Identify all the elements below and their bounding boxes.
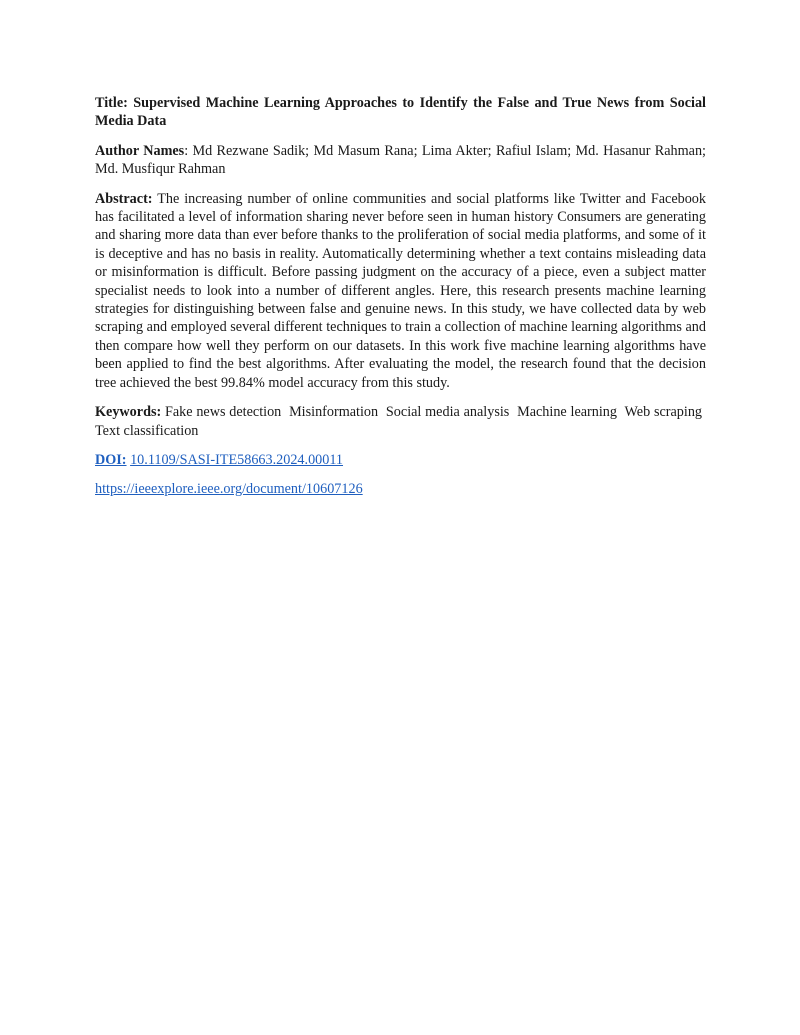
url-paragraph bbox=[95, 480, 706, 498]
doi-link[interactable]: 10.1109/SASI-ITE58663.2024.00011 bbox=[130, 451, 344, 468]
title-paragraph bbox=[95, 94, 706, 131]
doi-label[interactable]: DOI: bbox=[95, 451, 127, 468]
keyword-item: Web scraping bbox=[624, 404, 703, 421]
abstract-paragraph bbox=[95, 190, 706, 392]
keyword-item: Misinformation bbox=[289, 404, 379, 421]
paper-title: Supervised Machine Learning Approaches to Identify the False and True News from Social Media Data bbox=[95, 95, 706, 130]
keyword-item: Fake news detection bbox=[164, 404, 282, 421]
authors-label: Author Names bbox=[95, 142, 185, 159]
keywords-paragraph bbox=[95, 403, 706, 440]
keywords-label: Keywords: bbox=[95, 404, 162, 421]
keyword-item: Machine learning bbox=[517, 404, 617, 421]
document-page bbox=[95, 94, 706, 510]
ieee-url-link[interactable]: https://ieeexplore.ieee.org/document/10607126 bbox=[95, 481, 363, 498]
keyword-item: Social media analysis bbox=[385, 404, 510, 421]
author-names: : Md Rezwane Sadik; Md Masum Rana; Lima Akter; Rafiul Islam; Md. Hasanur Rahman; Md. Musfiqur Rahman bbox=[95, 142, 706, 178]
abstract-text: The increasing number of online communities and social platforms like Twitter and Facebook has facilitated a level of information sharing never before seen in human history Consumers are generating and sharing more data than ever before thanks to the proliferation of social media platforms, and some of it is deceptive and has no basis in reality. Automatically determining whether a text contains misleading data or misinformation is difficult. Before passing judgment on the accuracy of a piece, even a subject matter specialist needs to look into a number of different angles. Here, this research presents machine learning strategies for distinguishing between false and genuine news. In this study, we have collected data by web scraping and employed several different techniques to train a collection of machine learning algorithms and then compare how well they perform on our datasets. In this work five machine learning algorithms have been applied to find the best algorithms. After evaluating the model, the research found that the decision tree achieved the best 99.84% model accuracy from this study. bbox=[95, 190, 706, 391]
doi-paragraph[interactable] bbox=[95, 451, 706, 469]
abstract-label: Abstract: bbox=[95, 190, 153, 207]
title-label: Title: bbox=[95, 95, 128, 111]
keyword-item: Text classification bbox=[95, 422, 199, 439]
authors-paragraph bbox=[95, 142, 706, 179]
